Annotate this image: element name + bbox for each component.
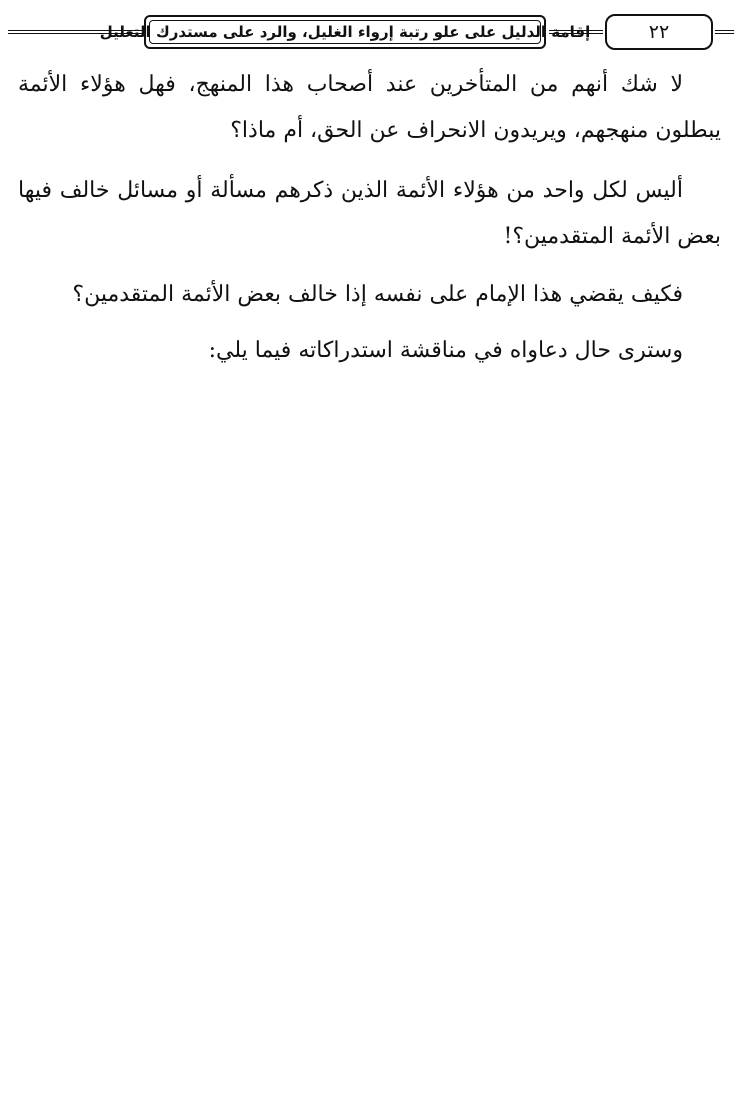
paragraph-4: وسترى حال دعاواه في مناقشة استدراكاته فيما يلي: xyxy=(208,338,683,363)
paragraph-2: أليس لكل واحد من هؤلاء الأئمة الذين ذكرهم مسألة أو مسائل خالف فيها بعض الأئمة المتقدمين؟! xyxy=(18,178,721,249)
page-body xyxy=(18,62,721,374)
paragraph-3: فكيف يقضي هذا الإمام على نفسه إذا خالف بعض الأئمة المتقدمين؟ xyxy=(72,282,683,307)
page-number-frame xyxy=(605,14,713,50)
page-number: ٢٢ xyxy=(648,21,670,43)
header-rule-right xyxy=(715,30,734,34)
header-rule-middle xyxy=(549,30,603,34)
running-title: إقامة الدليل على علو رتبة إرواء الغليل، والرد على مستدرك التعليل xyxy=(99,23,591,41)
page-header xyxy=(8,12,734,56)
paragraph-1: لا شك أنهم من المتأخرين عند أصحاب هذا المنهج، فهل هؤلاء الأئمة يبطلون منهجهم، ويريدون الانحراف عن الحق، أم ماذا؟ xyxy=(18,72,721,143)
running-title-frame xyxy=(99,15,591,49)
